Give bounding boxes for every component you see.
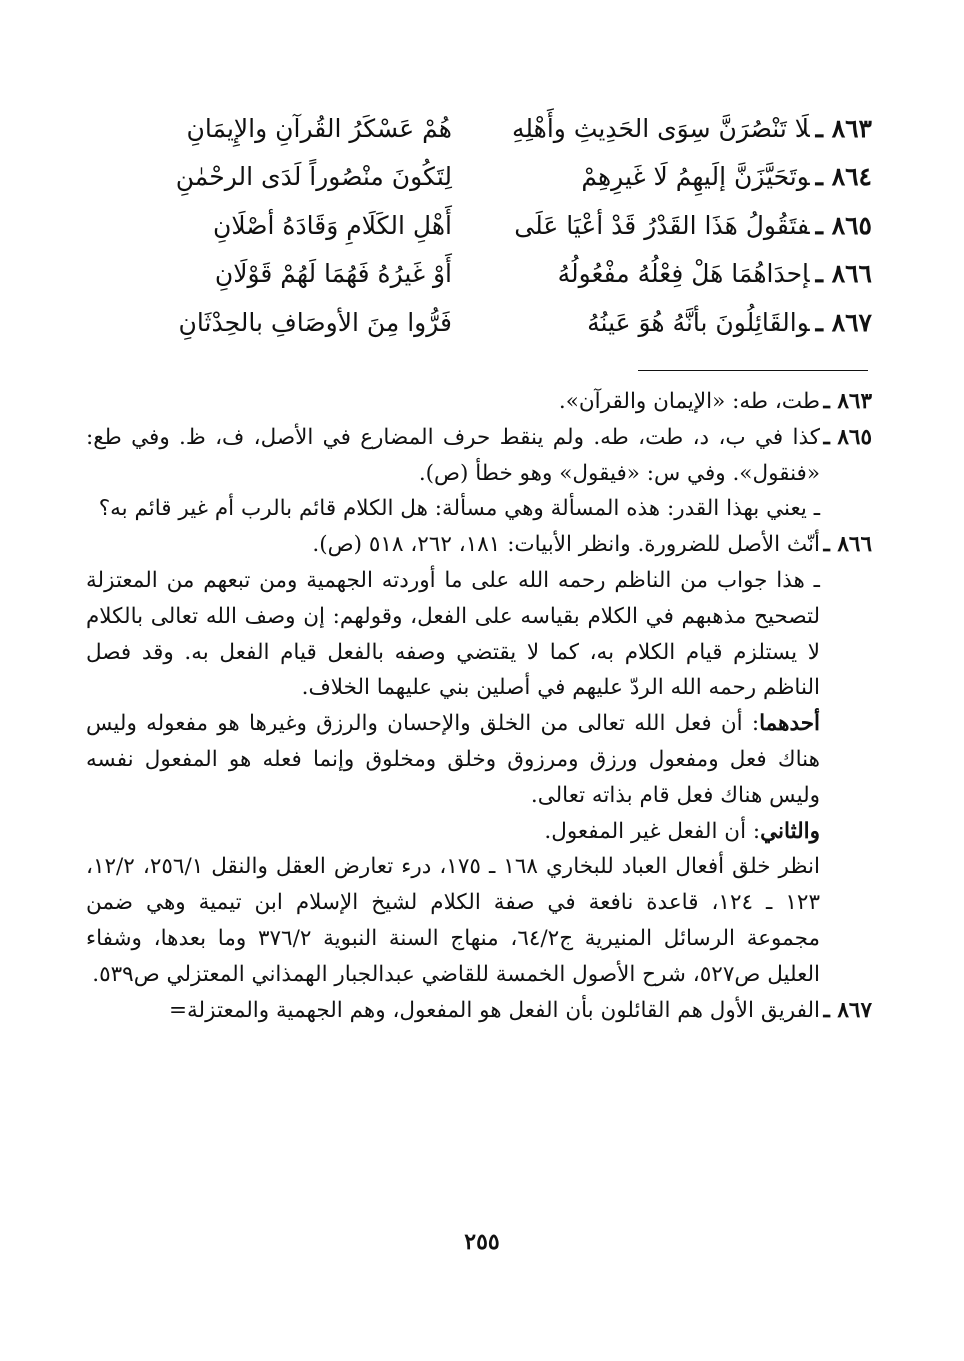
- poem-verses: [82, 104, 872, 347]
- verse-first-text: فتَقُولُ هَذَا القَدْرُ قَدْ أعْيَا عَلَى: [514, 210, 810, 240]
- verse-first-text: إحدَاهُمَا هَلْ فِعْلُهُ مفْعُولُهُ: [557, 259, 810, 289]
- footnote-paragraph: الفريق الأول هم القائلون بأن الفعل هو المفعول، وهم الجهمية والمعتزلة=: [169, 997, 820, 1023]
- verse-line: [82, 104, 872, 153]
- footnote-paragraph: ـ يعني بهذا القدر: هذه المسألة وهي مسألة: هل الكلام قائم بالرب أم غير قائم به؟: [98, 496, 820, 522]
- verse-second-hemistich: فَرُّوا مِنَ الأوصَافِ بالحِدْثَانِ: [178, 307, 452, 337]
- verse-line: [82, 153, 872, 202]
- verse-number: ٨٦٦ ـ: [815, 259, 872, 289]
- verse-first-text: وتَحَيَّزَنَّ إلَيهِمُ لَا غَيرِهِمْ: [581, 162, 810, 192]
- footnote-body: [86, 384, 820, 420]
- verse-line: [82, 298, 872, 347]
- verse-first-hemistich: [452, 210, 872, 240]
- verse-first-hemistich: [452, 307, 872, 337]
- verse-first-hemistich: [452, 113, 872, 143]
- footnote: [86, 527, 872, 992]
- verse-number: ٨٦٤ ـ: [815, 162, 872, 192]
- footnote: [86, 384, 872, 420]
- footnote: [86, 993, 872, 1029]
- footnote-number: ٨٦٧ ـ: [823, 997, 872, 1023]
- footnote-bold-term: أحدهما: [759, 711, 820, 737]
- verse-line: [82, 250, 872, 299]
- verse-line: [82, 201, 872, 250]
- verse-number: ٨٦٧ ـ: [815, 307, 872, 337]
- footnote-paragraph: كذا في ب، د، طت، طه. ولم ينقط حرف المضارع في الأصل، ف، ظ. وفي طع: «فنقول». وفي س: «فيقول» وهو خطأ (ص).: [86, 424, 820, 486]
- footnote: [86, 420, 872, 527]
- verse-second-hemistich: هُمْ عَسْكَرُ القُرآنِ والإِيمَانِ: [186, 113, 452, 143]
- footnote-bold-term: والثاني: [760, 818, 820, 844]
- verse-first-text: لَا تَنْصُرَنَّ سِوَى الحَدِيثِ وأَهْلِهِ: [511, 113, 810, 143]
- footnote-body: [86, 420, 820, 527]
- verse-number: ٨٦٥ ـ: [815, 210, 872, 240]
- footnote-text: : أن الفعل غير المفعول.: [544, 818, 761, 844]
- verse-second-hemistich: أَهْلِ الكَلَامِ وَقَادَهُ أصْلَانِ: [213, 210, 452, 240]
- footnote-text: : أن فعل الله تعالى من الخلق والإحسان والرزق وغيرها هو مفعوله وليس هناك فعل ومفعول ورزق ومرزوق وخلق ومخلوق وإنما فعله هو المفعول نفسه وليس هناك فعل قام بذاته تعالى.: [86, 711, 820, 808]
- footnote-divider: [638, 370, 868, 371]
- verse-second-hemistich: أَوْ غَيرُهُ فَهُمَا لَهُمْ قَوْلَانِ: [214, 259, 452, 289]
- footnote-number: ٨٦٥ ـ: [823, 424, 872, 450]
- verse-first-text: والقَائِلُونَ بأنَّهُ هُوَ عَينُهُ: [587, 307, 810, 337]
- footnote-paragraph: [86, 814, 820, 850]
- verse-second-hemistich: لِتَكُونَ منْصُوراً لَدَى الرحْمٰنِ: [175, 162, 452, 192]
- verse-number: ٨٦٣ ـ: [815, 113, 872, 143]
- footnote-number: ٨٦٣ ـ: [823, 389, 872, 414]
- footnote-body: [86, 993, 820, 1029]
- page-number: ٢٥٥: [464, 1229, 500, 1255]
- footnote-paragraph: طت، طه: «الإيمان والقرآن».: [558, 389, 820, 414]
- footnote-body: [86, 527, 820, 992]
- footnote-number: ٨٦٦ ـ: [823, 532, 872, 558]
- footnote-paragraph: [86, 706, 820, 813]
- footnote-paragraph: أنّث الأصل للضرورة. وانظر الأبيات: ١٨١، ٢٦٢، ٥١٨ (ص).: [312, 532, 820, 558]
- verse-first-hemistich: [452, 259, 872, 289]
- footnote-paragraph: انظر خلق أفعال العباد للبخاري ١٦٨ ـ ١٧٥، درء تعارض العقل والنقل ٢٥٦/١، ١٢/٢، ١٢٣ ـ ١٢٤، قاعدة نافعة في صفة الكلام لشيخ الإسلام ابن تيمية وهي ضمن مجموعة الرسائل المنيرية ج٦٤/٢، منهاج السنة النبوية ٣٧٦/٢ وما بعدها، وشفاء العليل ص٥٢٧، شرح الأصول الخمسة للقاضي عبدالجبار الهمذاني المعتزلي ص٥٣٩.: [86, 854, 820, 987]
- verse-first-hemistich: [452, 162, 872, 192]
- footnote-paragraph: ـ هذا جواب من الناظم رحمه الله على ما أوردته الجهمية ومن تبعهم من المعتزلة لتصحيح مذهبهم في الكلام بقياسه على الفعل، وقولهم: إن وصف الله تعالى بالكلام لا يستلزم قيام الكلام به، كما لا يقتضي وصفه بالفعل قيام الفعل به. وقد فصل الناظم رحمه الله الردّ عليهم في أصلين بني عليهما الخلاف.: [86, 567, 820, 701]
- footnotes: [86, 384, 872, 1028]
